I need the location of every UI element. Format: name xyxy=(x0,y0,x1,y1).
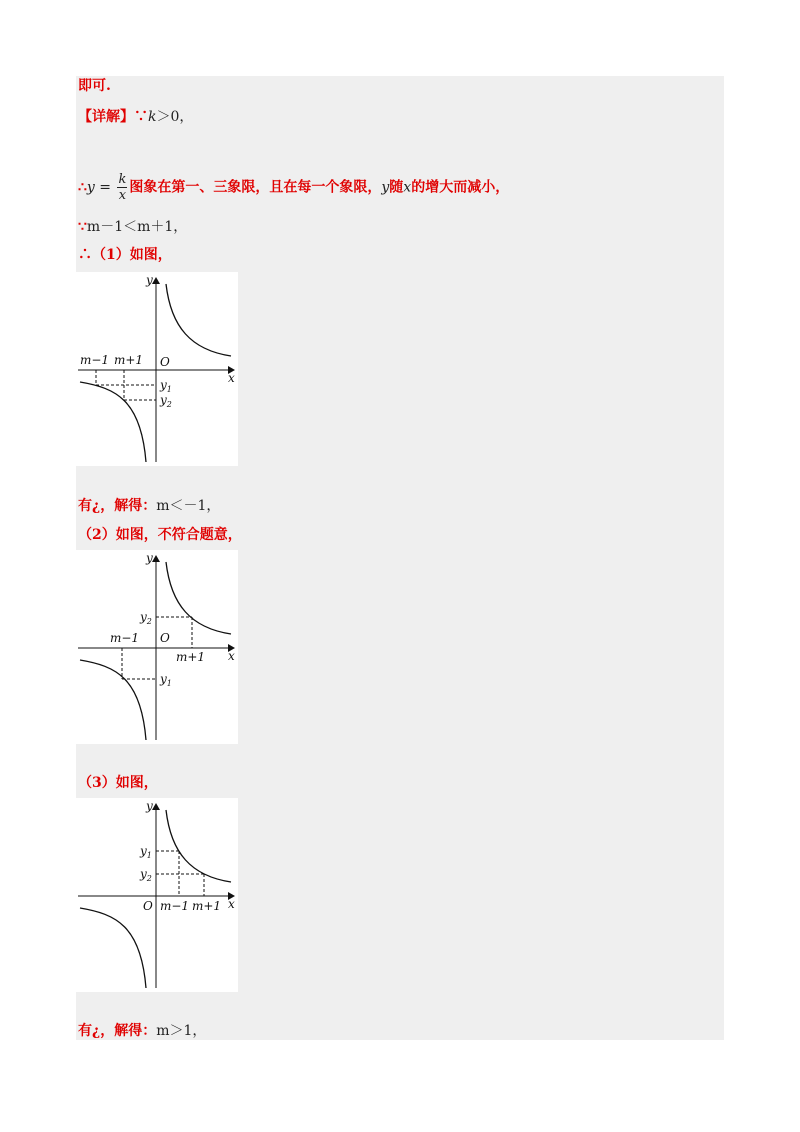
property-text-2: 随 xyxy=(389,179,404,196)
line-result-3 xyxy=(78,1022,206,1040)
result-3-expr: m＞1， xyxy=(156,1023,207,1039)
var-x: x xyxy=(403,179,412,196)
y2-main: y xyxy=(140,867,147,881)
line-compare xyxy=(78,218,187,236)
y2-label xyxy=(139,610,152,626)
y1-main: y xyxy=(160,672,167,686)
fraction-denominator: x xyxy=(118,188,127,203)
property-text-1: 图象在第一、三象限，且在每一个象限， xyxy=(129,179,382,196)
result-3-text: 有¿，解得： xyxy=(78,1023,157,1039)
curve-quadrant-3 xyxy=(80,908,146,988)
var-y: y xyxy=(86,179,95,196)
y1-sub: 1 xyxy=(166,679,172,688)
k-condition: ＞0， xyxy=(156,109,194,125)
y2-sub: 2 xyxy=(146,617,152,626)
line-jike: 即可. xyxy=(78,78,111,94)
line-function-property xyxy=(78,172,509,203)
m-minus-label: m−1 xyxy=(110,631,140,645)
equals-sign: = xyxy=(94,179,116,196)
y-axis-label: y xyxy=(146,273,153,287)
line-result-1 xyxy=(78,497,220,515)
x-axis-label: x xyxy=(228,371,235,385)
detail-bracket: 【详解】 xyxy=(78,109,134,125)
y2-main: y xyxy=(160,393,167,407)
fraction-numerator: k xyxy=(118,172,127,187)
y-axis-label: y xyxy=(146,799,153,813)
property-text-3: 的增大而减小， xyxy=(411,179,510,196)
curve-quadrant-1 xyxy=(166,810,231,882)
graph-case-3 xyxy=(76,798,238,992)
var-y-2: y xyxy=(381,179,390,196)
result-1-expr: m＜－1， xyxy=(156,498,221,514)
compare-expression: m－1＜m＋1， xyxy=(86,219,188,235)
y2-label xyxy=(139,867,152,883)
m-plus-label: m+1 xyxy=(114,353,144,367)
curve-quadrant-3 xyxy=(80,382,146,462)
graph-case-1 xyxy=(76,272,238,466)
line-case-1: ∴（1）如图， xyxy=(78,247,172,263)
graph-case-2 xyxy=(76,550,238,744)
y2-sub: 2 xyxy=(146,874,152,883)
result-1-text: 有¿，解得： xyxy=(78,498,157,514)
y1-main: y xyxy=(140,844,147,858)
line-detail xyxy=(78,108,193,126)
fraction-k-over-x xyxy=(117,172,127,203)
x-axis-label: x xyxy=(228,649,235,663)
graph-case-1-svg xyxy=(76,272,238,466)
m-plus-label: m+1 xyxy=(192,899,222,913)
var-k: k xyxy=(148,109,157,125)
y1-main: y xyxy=(160,378,167,392)
because-symbol: ∵ xyxy=(134,109,148,125)
origin-label: O xyxy=(143,899,153,913)
curve-quadrant-1 xyxy=(166,284,231,356)
origin-label: O xyxy=(160,355,170,369)
therefore-symbol: ∴ xyxy=(78,179,87,196)
y1-sub: 1 xyxy=(166,385,172,394)
m-minus-label: m−1 xyxy=(80,353,110,367)
y1-label xyxy=(159,378,172,394)
curve-quadrant-1 xyxy=(166,562,231,634)
graph-case-2-svg xyxy=(76,550,238,744)
y2-main: y xyxy=(140,610,147,624)
line-case-3: （3）如图， xyxy=(78,775,158,791)
x-axis-label: x xyxy=(228,897,235,911)
curve-quadrant-3 xyxy=(80,660,146,740)
line-case-2: （2）如图，不符合题意， xyxy=(78,527,242,543)
m-minus-label: m−1 xyxy=(160,899,190,913)
y1-label xyxy=(159,672,172,688)
because-symbol-2: ∵ xyxy=(78,219,87,235)
m-plus-label: m+1 xyxy=(176,650,206,664)
y1-label xyxy=(139,844,152,860)
origin-label: O xyxy=(160,631,170,645)
graph-case-3-svg xyxy=(76,798,238,992)
y2-label xyxy=(159,393,172,409)
y1-sub: 1 xyxy=(146,851,152,860)
y2-sub: 2 xyxy=(166,400,172,409)
y-axis-label: y xyxy=(146,551,153,565)
